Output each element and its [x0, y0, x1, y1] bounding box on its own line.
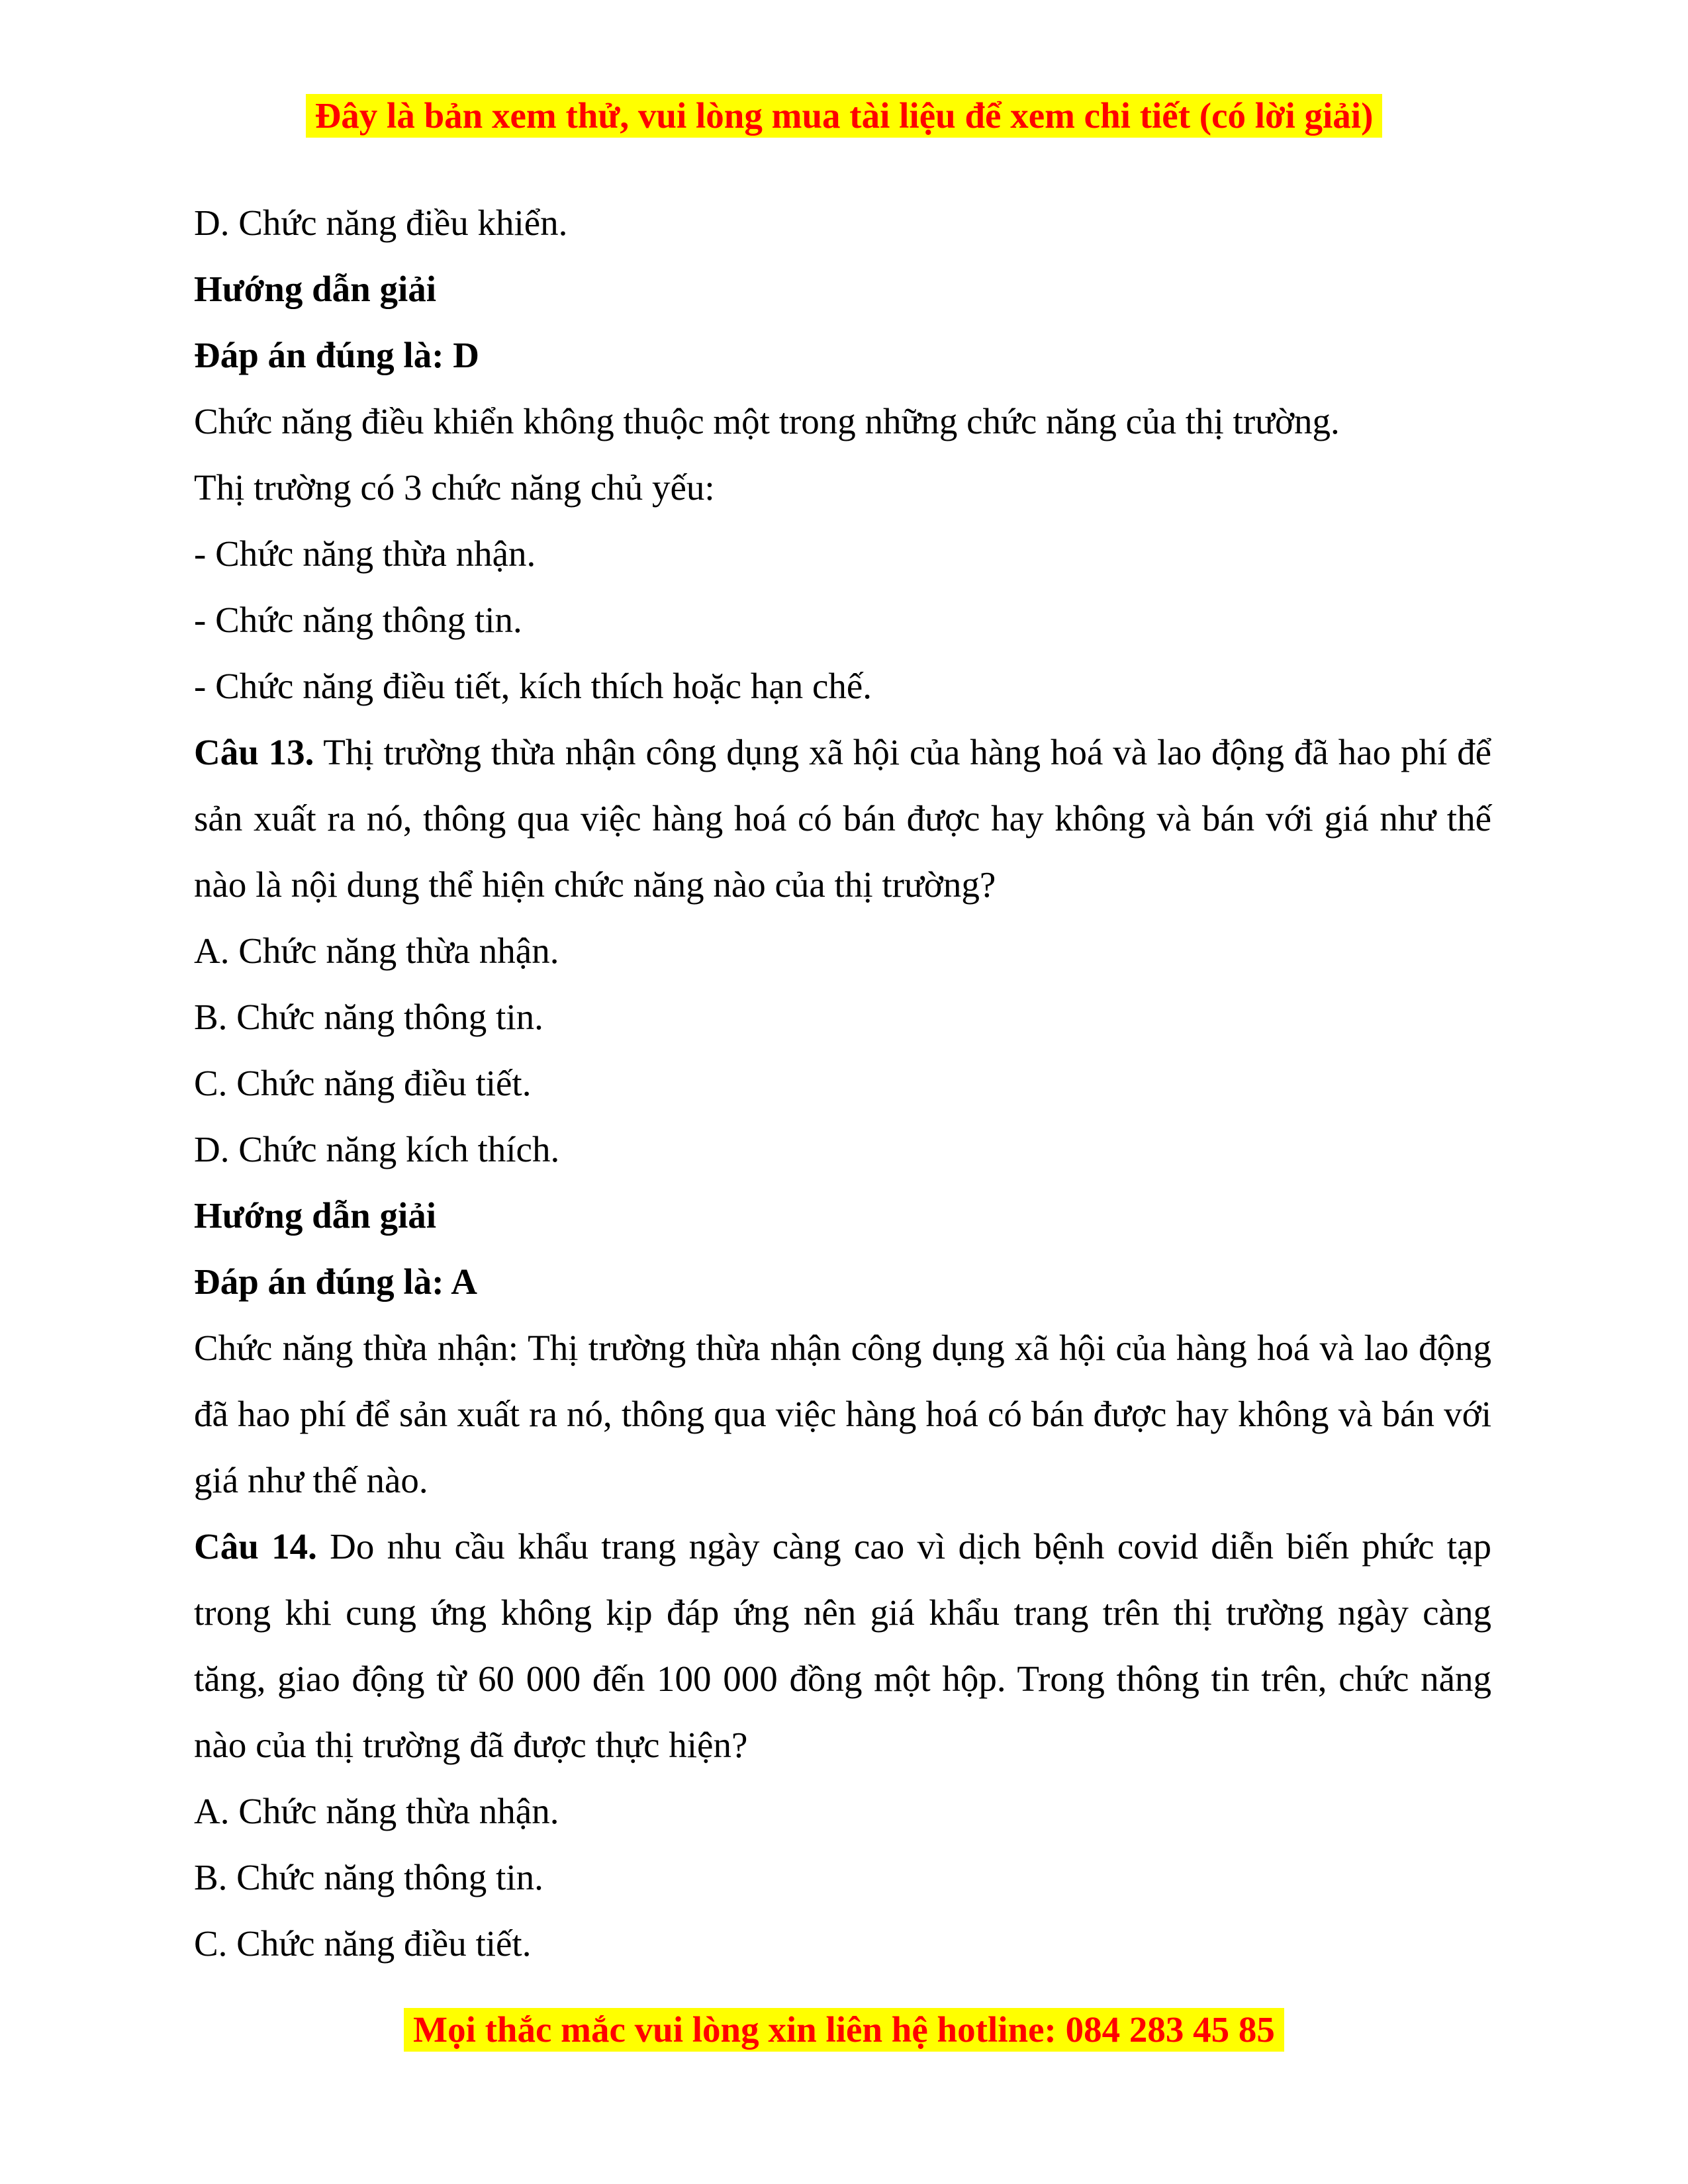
paragraph-text: A. Chức năng thừa nhận. — [194, 931, 559, 971]
paragraph — [194, 1315, 1491, 1514]
solution-heading — [194, 1183, 1491, 1249]
paragraph-text: C. Chức năng điều tiết. — [194, 1923, 532, 1964]
paragraph-text: C. Chức năng điều tiết. — [194, 1063, 532, 1103]
bold-lead: Đáp án đúng là: D — [194, 335, 479, 375]
paragraph — [194, 388, 1491, 455]
paragraph-text: Thị trường có 3 chức năng chủ yếu: — [194, 467, 715, 508]
hotline-notice: Mọi thắc mắc vui lòng xin liên hệ hotline: 084 283 45 85 — [404, 2008, 1284, 2052]
bold-lead: Đáp án đúng là: A — [194, 1261, 477, 1302]
answer-option — [194, 1050, 1491, 1116]
bold-lead: Câu 14. — [194, 1526, 317, 1567]
paragraph-text: - Chức năng điều tiết, kích thích hoặc hạn chế. — [194, 666, 872, 706]
correct-answer — [194, 322, 1491, 388]
paragraph-text: Chức năng điều khiển không thuộc một trong những chức năng của thị trường. — [194, 401, 1340, 441]
answer-option — [194, 1844, 1491, 1911]
list-item — [194, 587, 1491, 653]
answer-option — [194, 1911, 1491, 1977]
paragraph-text: D. Chức năng điều khiển. — [194, 203, 568, 243]
paragraph-text: Thị trường thừa nhận công dụng xã hội của hàng hoá và lao động đã hao phí để sản xuất ra nó, thông qua việc hàng hoá có bán được hay không và bán với giá như thế nào là nội dung thể hiện chức năng nào của thị trường? — [194, 732, 1492, 905]
correct-answer — [194, 1249, 1491, 1315]
document-body — [194, 190, 1491, 1977]
preview-notice-banner — [0, 94, 1688, 138]
preview-notice: Đây là bản xem thử, vui lòng mua tài liệu để xem chi tiết (có lời giải) — [306, 94, 1383, 138]
answer-option — [194, 1116, 1491, 1183]
answer-option — [194, 918, 1491, 984]
paragraph-text: - Chức năng thông tin. — [194, 600, 522, 640]
paragraph — [194, 455, 1491, 521]
paragraph-text: B. Chức năng thông tin. — [194, 997, 543, 1037]
bold-lead: Câu 13. — [194, 732, 314, 772]
answer-option — [194, 984, 1491, 1050]
paragraph-text: Chức năng thừa nhận: Thị trường thừa nhận công dụng xã hội của hàng hoá và lao động đã hao phí để sản xuất ra nó, thông qua việc hàng hoá có bán được hay không và bán với giá như thế nào. — [194, 1328, 1491, 1500]
paragraph-text: A. Chức năng thừa nhận. — [194, 1791, 559, 1831]
question-statement — [194, 719, 1491, 918]
bold-lead: Hướng dẫn giải — [194, 269, 437, 309]
question-statement — [194, 1514, 1491, 1778]
solution-heading — [194, 256, 1491, 322]
paragraph-text: B. Chức năng thông tin. — [194, 1857, 543, 1897]
list-item — [194, 521, 1491, 587]
answer-option — [194, 1778, 1491, 1844]
paragraph-text: Do nhu cầu khẩu trang ngày càng cao vì dịch bệnh covid diễn biến phức tạp trong khi cung ứng không kịp đáp ứng nên giá khẩu trang trên thị trường ngày càng tăng, giao động từ 60 000 đến 100 000 đồng một hộp. Trong thông tin trên, chức năng nào của thị trường đã được thực hiện? — [194, 1526, 1491, 1765]
answer-option — [194, 190, 1491, 256]
bold-lead: Hướng dẫn giải — [194, 1195, 437, 1236]
paragraph-text: D. Chức năng kích thích. — [194, 1129, 560, 1169]
paragraph-text: - Chức năng thừa nhận. — [194, 533, 536, 574]
hotline-notice-banner — [0, 2008, 1688, 2052]
list-item — [194, 653, 1491, 719]
